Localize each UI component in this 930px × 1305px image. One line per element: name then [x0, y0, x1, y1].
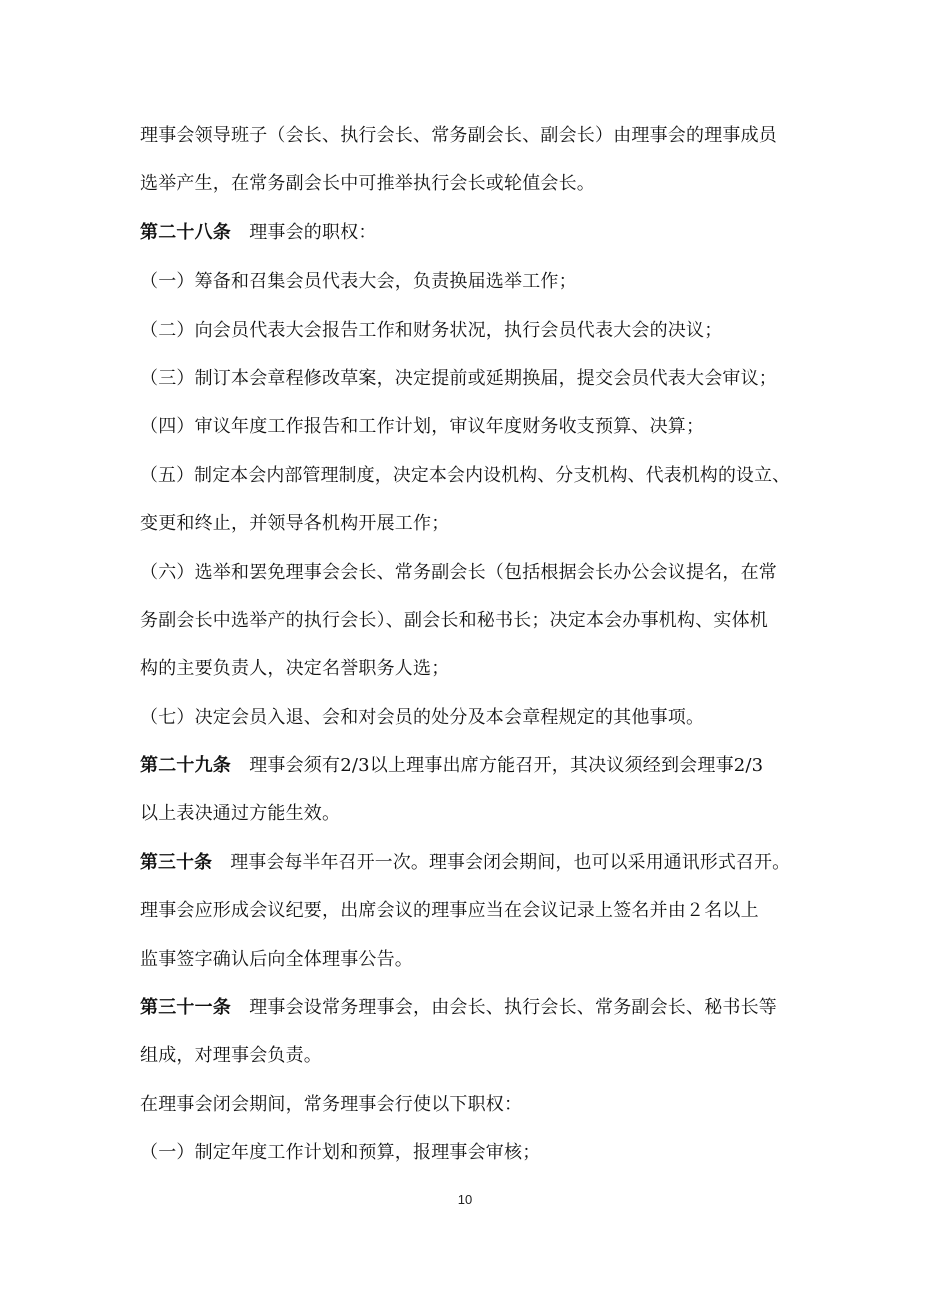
list-item: （三）制订本会章程修改草案，决定提前或延期换届，提交会员代表大会审议； — [140, 368, 777, 389]
article-heading: 第三十一条 — [140, 997, 231, 1018]
article-heading: 第二十八条 — [140, 222, 231, 243]
list-item: （七）决定会员入退、会和对会员的处分及本会章程规定的其他事项。 — [140, 707, 705, 728]
list-item: （一）制定年度工作计划和预算，报理事会审核； — [140, 1142, 541, 1163]
paragraph-line: 选举产生，在常务副会长中可推举执行会长或轮值会长。 — [140, 173, 595, 194]
article-heading: 第二十九条 — [140, 755, 231, 776]
list-item: （二）向会员代表大会报告工作和财务状况，执行会员代表大会的决议； — [140, 320, 723, 341]
list-item: （一）筹备和召集会员代表大会，负责换届选举工作； — [140, 271, 577, 292]
article-30-line: 第三十条 理事会每半年召开一次。理事会闭会期间，也可以采用通讯形式召开。 — [140, 852, 791, 873]
paragraph-line: 组成，对理事会负责。 — [140, 1045, 322, 1066]
paragraph-line: 在理事会闭会期间，常务理事会行使以下职权： — [140, 1094, 523, 1115]
paragraph-line: 理事会领导班子（会长、执行会长、常务副会长、副会长）由理事会的理事成员 — [140, 125, 777, 146]
article-28-line: 第二十八条 理事会的职权： — [140, 222, 377, 243]
paragraph-line: 理事会应形成会议纪要，出席会议的理事应当在会议记录上签名并由２名以上 — [140, 900, 759, 921]
article-heading: 第三十条 — [140, 852, 213, 873]
list-item: （四）审议年度工作报告和工作计划，审议年度财务收支预算、决算； — [140, 416, 705, 437]
paragraph-line: 务副会长中选举产的执行会长）、副会长和秘书长；决定本会办事机构、实体机 — [140, 610, 768, 631]
paragraph-line: 构的主要负责人，决定名誉职务人选； — [140, 658, 450, 679]
article-31-line: 第三十一条 理事会设常务理事会，由会长、执行会长、常务副会长、秘书长等 — [140, 997, 777, 1018]
paragraph-line: 以上表决通过方能生效。 — [140, 803, 341, 824]
list-item: （六）选举和罢免理事会会长、常务副会长（包括根据会长办公会议提名，在常 — [140, 562, 777, 583]
page-number: 10 — [457, 1192, 473, 1207]
paragraph-line: 变更和终止，并领导各机构开展工作； — [140, 513, 450, 534]
paragraph-line: 监事签字确认后向全体理事公告。 — [140, 949, 413, 970]
list-item: （五）制定本会内部管理制度，决定本会内设机构、分支机构、代表机构的设立、 — [140, 465, 791, 486]
article-29-line: 第二十九条 理事会须有2/3以上理事出席方能召开，其决议须经到会理事2/3 — [140, 755, 764, 776]
